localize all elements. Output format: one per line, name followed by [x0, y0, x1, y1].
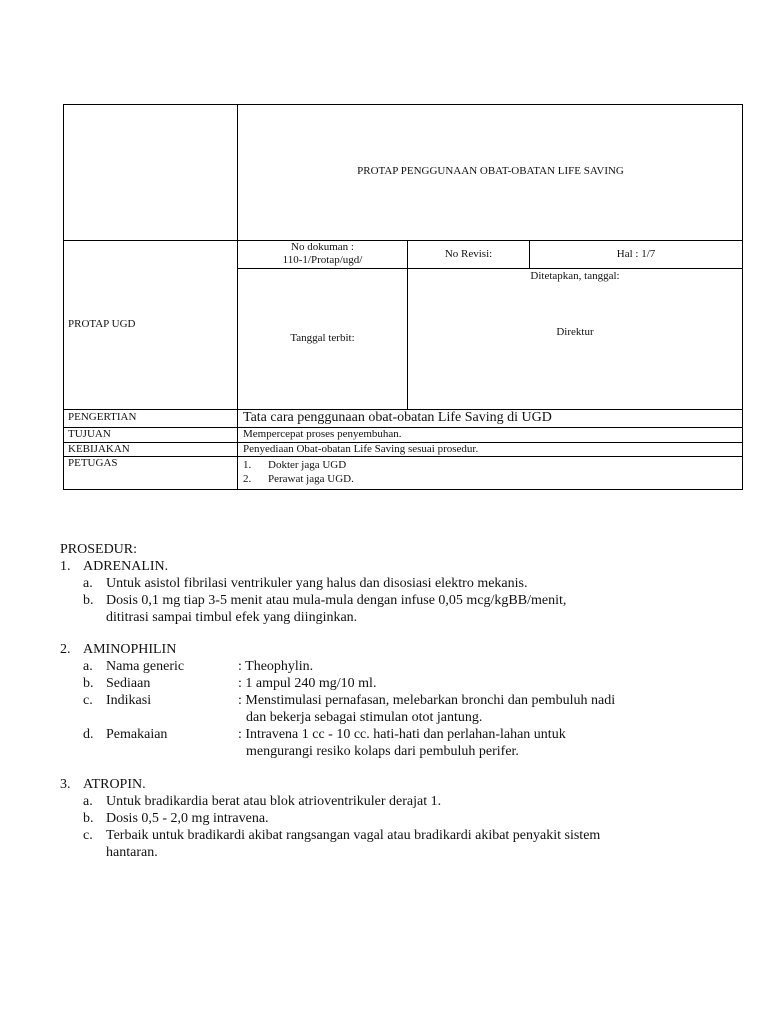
list-item: [243, 458, 354, 472]
pengertian-label: PENGERTIAN: [68, 411, 137, 423]
item-letter: b.: [83, 593, 94, 608]
petugas-num-1: 1.: [243, 459, 252, 471]
item-value-continued: dan bekerja sebagai stimulan otot jantung.: [246, 710, 483, 725]
item-text: Untuk bradikardia berat atau blok atrioventrikuler derajat 1.: [106, 794, 442, 809]
petugas-list: [243, 458, 354, 486]
item-text: Untuk asistol fibrilasi ventrikuler yang halus dan disosiasi elektro mekanis.: [106, 576, 528, 591]
item-label: Nama generic: [106, 659, 185, 674]
item-letter: b.: [83, 811, 94, 826]
petugas-label: PETUGAS: [68, 457, 118, 469]
halaman: Hal : 1/7: [616, 248, 656, 260]
no-dokumen-cell: [238, 241, 407, 267]
item-value: : 1 ampul 240 mg/10 ml.: [238, 676, 377, 691]
list-item: [243, 472, 354, 486]
no-dokumen-label: No dokuman :: [291, 241, 354, 253]
item-letter: a.: [83, 659, 93, 674]
item-text: Dosis 0,5 - 2,0 mg intravena.: [106, 811, 269, 826]
item-value: : Intravena 1 cc - 10 cc. hati-hati dan perlahan-lahan untuk: [238, 727, 566, 742]
item-value: : Menstimulasi pernafasan, melebarkan bronchi dan pembuluh nadi: [238, 693, 616, 708]
item-text: Terbaik untuk bradikardi akibat rangsangan vagal atau bradikardi akibat penyakit sistem: [106, 828, 601, 843]
item-text-continued: dititrasi sampai timbul efek yang diinginkan.: [106, 610, 358, 625]
petugas-text-2: Perawat jaga UGD.: [268, 473, 354, 485]
no-dokumen-value: 110-1/Protap/ugd/: [282, 254, 363, 266]
ditetapkan-tanggal: Ditetapkan, tanggal:: [530, 270, 620, 282]
item-letter: c.: [83, 828, 93, 843]
item-label: Sediaan: [106, 676, 151, 691]
item-label: Indikasi: [106, 693, 152, 708]
item-value-continued: mengurangi resiko kolaps dari pembuluh perifer.: [246, 744, 519, 759]
section-number: 3.: [60, 777, 71, 792]
prosedur-heading: PROSEDUR:: [60, 542, 138, 557]
item-letter: b.: [83, 676, 94, 691]
item-letter: a.: [83, 576, 93, 591]
item-letter: a.: [83, 794, 93, 809]
section-title: ATROPIN.: [83, 777, 146, 792]
protap-ugd-label: PROTAP UGD: [68, 318, 136, 330]
section-number: 2.: [60, 642, 71, 657]
direktur-label: Direktur: [556, 326, 594, 338]
tujuan-value: Mempercepat proses penyembuhan.: [243, 428, 402, 440]
item-label: Pemakaian: [106, 727, 168, 742]
item-text-continued: hantaran.: [106, 845, 158, 860]
kebijakan-value: Penyediaan Obat-obatan Life Saving sesuai prosedur.: [243, 443, 479, 455]
section-title: AMINOPHILIN: [83, 642, 177, 657]
petugas-text-1: Dokter jaga UGD: [268, 459, 347, 471]
pengertian-value: Tata cara penggunaan obat-obatan Life Saving di UGD: [243, 410, 552, 425]
tanggal-terbit: Tanggal terbit:: [290, 332, 355, 344]
kebijakan-label: KEBIJAKAN: [68, 443, 130, 455]
no-revisi: No Revisi:: [444, 248, 493, 260]
petugas-num-2: 2.: [243, 473, 252, 485]
item-value: : Theophylin.: [238, 659, 314, 674]
item-letter: c.: [83, 693, 93, 708]
tujuan-label: TUJUAN: [68, 428, 111, 440]
item-text: Dosis 0,1 mg tiap 3-5 menit atau mula-mula dengan infuse 0,05 mcg/kgBB/menit,: [106, 593, 567, 608]
section-number: 1.: [60, 559, 71, 574]
item-letter: d.: [83, 727, 94, 742]
section-title: ADRENALIN.: [83, 559, 169, 574]
document-title: PROTAP PENGGUNAAN OBAT-OBATAN LIFE SAVING: [357, 165, 624, 177]
